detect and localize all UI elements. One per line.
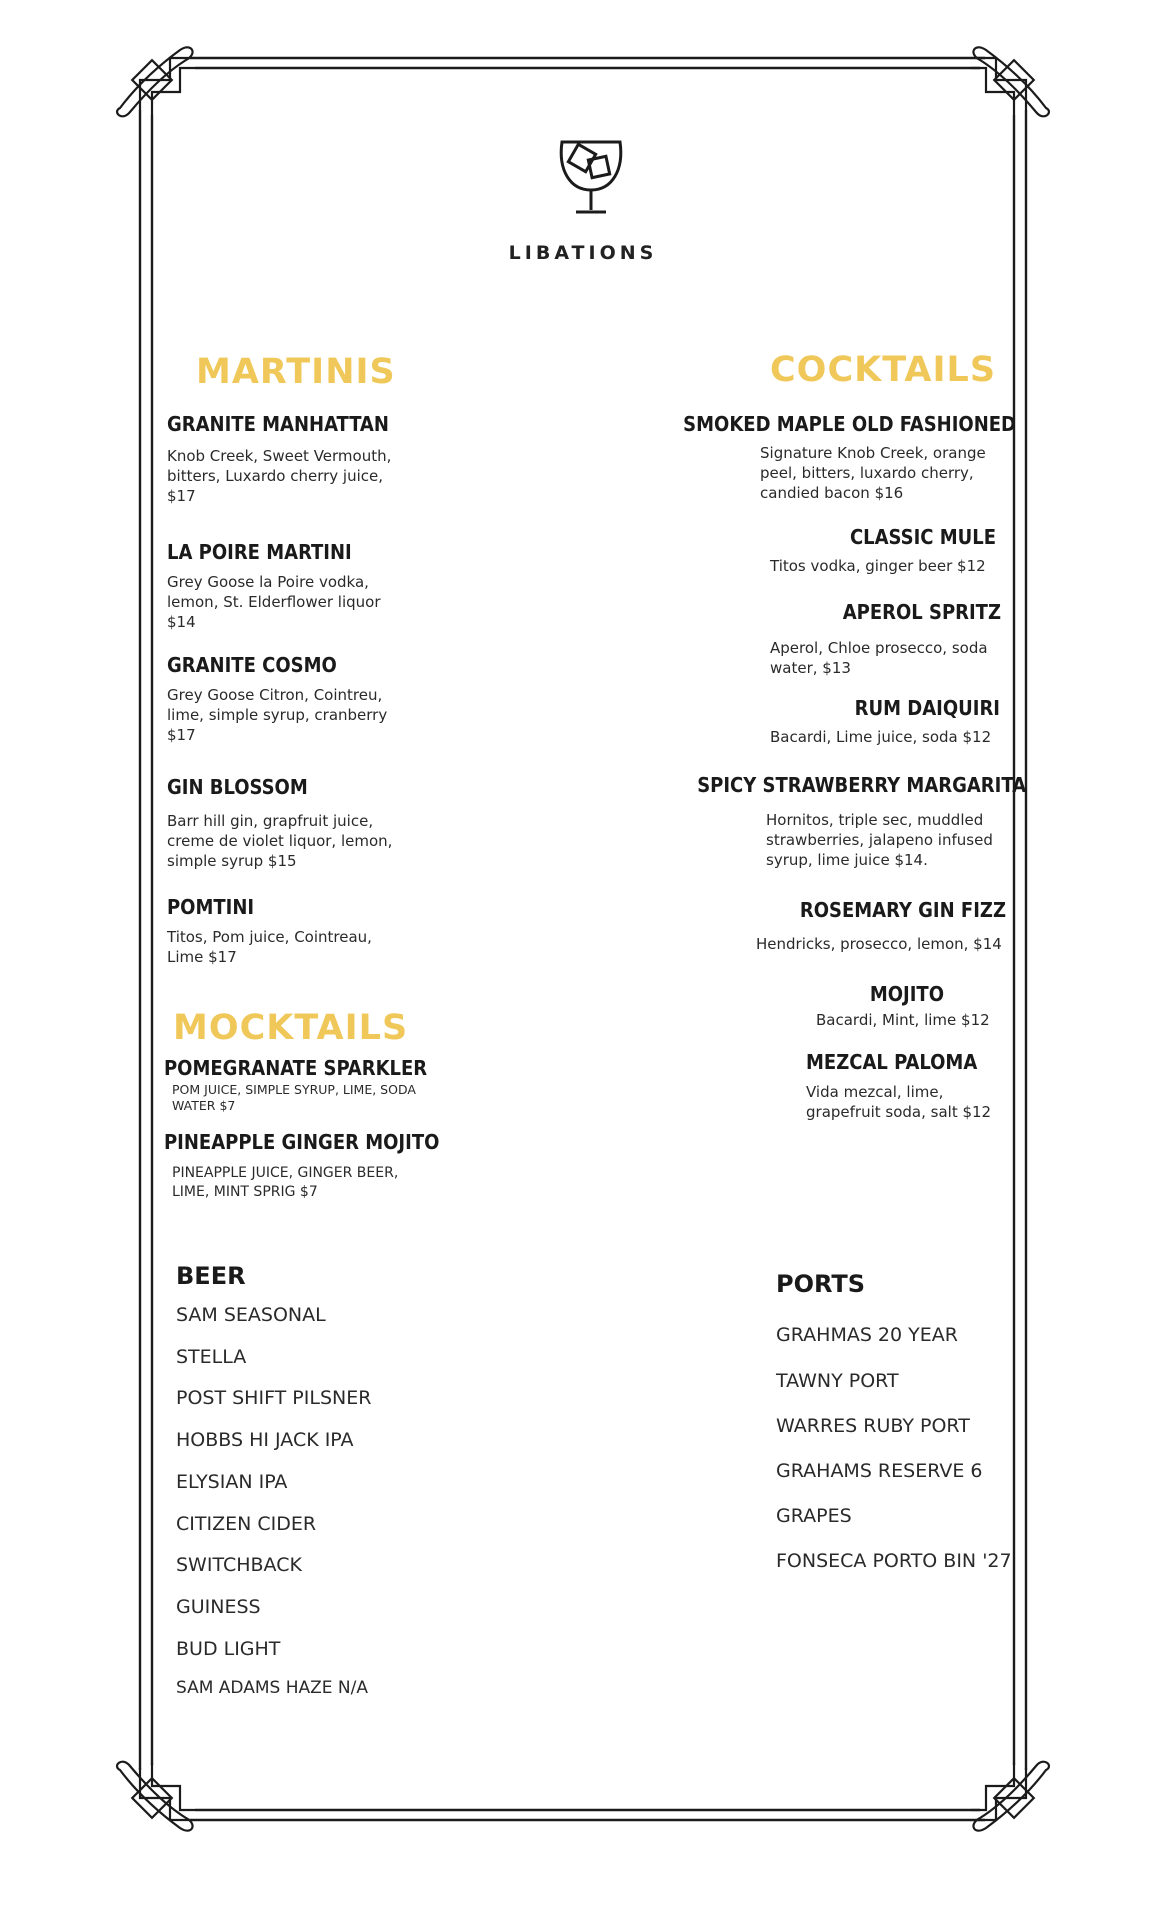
beer-item: SAM ADAMS HAZE N/A <box>176 1678 368 1698</box>
menu-item <box>167 412 391 506</box>
item-name: POMEGRANATE SPARKLER <box>164 1056 428 1080</box>
port-item: TAWNY PORT <box>776 1370 899 1392</box>
beer-item: STELLA <box>176 1346 247 1368</box>
menu-item <box>167 653 387 745</box>
desc-line: creme de violet liquor, lemon, <box>167 832 393 850</box>
desc-line: Hendricks, prosecco, lemon, $14 <box>756 935 1002 953</box>
item-desc <box>167 572 381 632</box>
desc-line: Hornitos, triple sec, muddled <box>766 811 984 829</box>
item-name: GIN BLOSSOM <box>167 775 308 799</box>
mocktails-heading: MOCKTAILS <box>173 1008 409 1048</box>
item-name: LA POIRE MARTINI <box>167 540 352 564</box>
beer-item: SWITCHBACK <box>176 1554 302 1576</box>
beer-item: BUD LIGHT <box>176 1638 281 1660</box>
desc-line: syrup, lime juice $14. <box>766 851 928 869</box>
desc-line: Barr hill gin, grapfruit juice, <box>167 812 374 830</box>
item-name: PINEAPPLE GINGER MOJITO <box>164 1130 440 1154</box>
menu-item <box>167 895 372 967</box>
desc-line: Knob Creek, Sweet Vermouth, <box>167 447 392 465</box>
port-item: GRAHAMS RESERVE 6 <box>776 1460 983 1482</box>
desc-line: Signature Knob Creek, orange <box>760 444 986 462</box>
item-name: RUM DAIQUIRI <box>854 696 1000 720</box>
item-desc <box>760 443 986 503</box>
desc-line: $17 <box>167 487 196 505</box>
menu-item <box>167 540 381 632</box>
ports-heading: PORTS <box>776 1270 866 1298</box>
port-item: WARRES RUBY PORT <box>776 1415 970 1437</box>
beer-item: GUINESS <box>176 1596 261 1618</box>
desc-line: Bacardi, Mint, lime $12 <box>816 1011 990 1029</box>
desc-line: PINEAPPLE JUICE, GINGER BEER, <box>172 1165 399 1181</box>
item-desc <box>172 1082 427 1114</box>
item-name: POMTINI <box>167 895 255 919</box>
port-item: FONSECA PORTO BIN '27 <box>776 1550 1012 1572</box>
desc-line: simple syrup $15 <box>167 852 297 870</box>
item-desc <box>756 934 1002 954</box>
beer-item: HOBBS HI JACK IPA <box>176 1429 354 1451</box>
beer-heading: BEER <box>176 1262 246 1290</box>
desc-line: Titos, Pom juice, Cointreau, <box>167 928 372 946</box>
item-name: MEZCAL PALOMA <box>806 1050 978 1074</box>
desc-line: $14 <box>167 613 196 631</box>
brand-title: LIBATIONS <box>508 242 658 264</box>
beer-item: SAM SEASONAL <box>176 1304 326 1326</box>
item-name: GRANITE MANHATTAN <box>167 412 389 436</box>
item-name: SPICY STRAWBERRY MARGARITA <box>697 773 1026 797</box>
item-name: MOJITO <box>869 982 944 1006</box>
desc-line: peel, bitters, luxardo cherry, <box>760 464 974 482</box>
item-desc <box>770 638 988 678</box>
cocktails-heading: COCKTAILS <box>770 350 997 390</box>
item-desc <box>770 556 986 576</box>
corner-ornament-top-left <box>117 47 195 116</box>
desc-line: lime, simple syrup, cranberry <box>167 706 388 724</box>
item-name: SMOKED MAPLE OLD FASHIONED <box>683 412 1016 436</box>
item-desc <box>167 685 387 745</box>
cocktail-glass-with-ice-icon <box>556 134 626 218</box>
corner-ornament-bottom-left <box>117 1762 195 1831</box>
desc-line: lemon, St. Elderflower liquor <box>167 593 381 611</box>
desc-line: strawberries, jalapeno infused <box>766 831 993 849</box>
port-item: GRAHMAS 20 YEAR <box>776 1324 958 1346</box>
item-desc <box>816 1010 990 1030</box>
corner-ornament-bottom-right <box>971 1762 1049 1831</box>
desc-line: Lime $17 <box>167 948 237 966</box>
desc-line: candied bacon $16 <box>760 484 904 502</box>
port-item: GRAPES <box>776 1505 852 1527</box>
item-desc <box>770 727 991 747</box>
desc-line: POM JUICE, SIMPLE SYRUP, LIME, SODA <box>172 1082 416 1097</box>
item-name: CLASSIC MULE <box>849 525 996 549</box>
desc-line: Bacardi, Lime juice, soda $12 <box>770 728 992 746</box>
martinis-heading: MARTINIS <box>196 352 396 392</box>
desc-line: $17 <box>167 726 196 744</box>
item-desc <box>806 1082 991 1122</box>
menu-item <box>164 1130 439 1202</box>
desc-line: grapefruit soda, salt $12 <box>806 1103 992 1121</box>
desc-line: bitters, Luxardo cherry juice, <box>167 467 384 485</box>
item-desc <box>167 446 391 506</box>
corner-ornament-top-right <box>971 47 1049 116</box>
desc-line: Grey Goose la Poire vodka, <box>167 573 369 591</box>
beer-item: POST SHIFT PILSNER <box>176 1387 372 1409</box>
menu-item <box>164 1056 427 1114</box>
desc-line: WATER $7 <box>172 1098 236 1113</box>
desc-line: Aperol, Chloe prosecco, soda <box>770 639 988 657</box>
desc-line: Titos vodka, ginger beer $12 <box>770 557 986 575</box>
menu-item <box>167 775 392 871</box>
item-name: GRANITE COSMO <box>167 653 337 677</box>
desc-line: Grey Goose Citron, Cointreu, <box>167 686 383 704</box>
beer-item: ELYSIAN IPA <box>176 1471 288 1493</box>
beer-item: CITIZEN CIDER <box>176 1513 317 1535</box>
item-desc <box>766 810 993 870</box>
desc-line: LIME, MINT SPRIG $7 <box>172 1184 318 1200</box>
desc-line: water, $13 <box>770 659 851 677</box>
item-desc <box>172 1164 439 1202</box>
desc-line: Vida mezcal, lime, <box>806 1083 944 1101</box>
item-desc <box>167 811 392 871</box>
item-name: APEROL SPRITZ <box>842 600 1001 624</box>
item-desc <box>167 927 372 967</box>
item-name: ROSEMARY GIN FIZZ <box>799 898 1006 922</box>
